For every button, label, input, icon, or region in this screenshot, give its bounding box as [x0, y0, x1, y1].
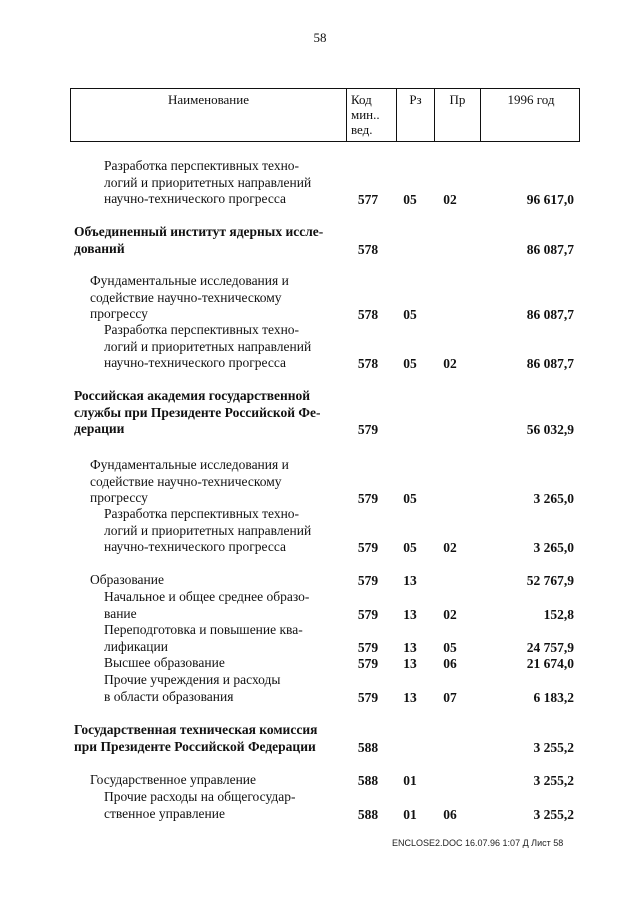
row-value: 21 674,0	[526, 656, 574, 671]
row-rz: 05	[403, 356, 417, 371]
row-pr: 06	[443, 656, 457, 671]
row-rz: 01	[403, 773, 417, 788]
row-kod: 579	[357, 606, 379, 622]
row-value: 3 255,2	[533, 773, 574, 788]
row-rz: 05	[403, 491, 417, 506]
row-kod: 588	[357, 806, 379, 822]
header-year: 1996 год	[480, 89, 581, 141]
row-pr: 02	[443, 606, 457, 622]
row-kod: 579	[357, 422, 379, 437]
row-rz: 13	[403, 606, 417, 622]
row-kod: 578	[357, 307, 379, 322]
row-rz: 05	[403, 307, 417, 322]
row-name: Переподготовка и повышение ква- лификации	[104, 622, 303, 654]
row-pr: 02	[443, 192, 457, 207]
row-kod: 579	[357, 639, 379, 655]
row-kod: 578	[357, 356, 379, 371]
row-value: 24 757,9	[526, 639, 574, 655]
row-name: Прочие учреждения и расходы в области образования	[104, 672, 281, 704]
row-pr: 07	[443, 689, 457, 705]
row-rz: 05	[403, 540, 417, 555]
row-pr: 05	[443, 639, 457, 655]
row-value: 86 087,7	[526, 241, 574, 257]
row-name: Разработка перспективных техно- логий и приоритетных направлений научно-технического прогресса	[104, 158, 312, 206]
row-kod: 577	[357, 192, 379, 207]
row-name: Разработка перспективных техно- логий и приоритетных направлений научно-технического прогресса	[104, 506, 312, 554]
row-value: 152,8	[543, 606, 574, 622]
row-rz: 13	[403, 573, 417, 588]
row-value: 56 032,9	[526, 422, 574, 437]
row-rz: 13	[403, 639, 417, 655]
row-kod: 578	[357, 241, 379, 257]
row-value: 3 255,2	[533, 739, 574, 755]
table-header	[70, 88, 580, 142]
row-name: Фундаментальные исследования и содействие научно-техническому прогрессу	[90, 273, 289, 321]
row-kod: 579	[357, 689, 379, 705]
row-value: 6 183,2	[533, 689, 574, 705]
row-name: Разработка перспективных техно- логий и приоритетных направлений научно-технического прогресса	[104, 322, 312, 370]
row-pr: 02	[443, 540, 457, 555]
row-kod: 579	[357, 573, 379, 588]
row-kod: 588	[357, 773, 379, 788]
row-kod: 579	[357, 491, 379, 506]
row-name: Прочие расходы на общегосудар- ственное управление	[104, 789, 296, 821]
row-rz: 05	[403, 192, 417, 207]
row-kod: 579	[357, 540, 379, 555]
row-rz: 01	[403, 806, 417, 822]
row-value: 3 265,0	[533, 491, 574, 506]
row-name: Российская академия государственной службы при Президенте Российской Фе- дерации	[74, 388, 321, 436]
header-kod: Код мин.. вед.	[346, 89, 396, 141]
row-name: Фундаментальные исследования и содействие научно-техническому прогрессу	[90, 457, 289, 505]
header-pr: Пр	[434, 89, 480, 141]
row-value: 86 087,7	[526, 307, 574, 322]
row-name: Государственная техническая комиссия при Президенте Российской Федерации	[74, 722, 318, 754]
row-kod: 588	[357, 739, 379, 755]
row-value: 52 767,9	[526, 573, 574, 588]
row-name: Начальное и общее среднее образо- вание	[104, 589, 310, 621]
page-number: 58	[313, 30, 327, 45]
row-value: 96 617,0	[526, 192, 574, 207]
row-name: Государственное управление	[90, 772, 257, 787]
footer: ENCLOSE2.DOC 16.07.96 1:07 Д Лист 58	[392, 838, 564, 848]
row-name: Образование	[90, 572, 164, 587]
row-value: 86 087,7	[526, 356, 574, 371]
row-rz: 13	[403, 656, 417, 671]
row-kod: 579	[357, 656, 379, 671]
row-value: 3 265,0	[533, 540, 574, 555]
row-value: 3 255,2	[533, 806, 574, 822]
row-rz: 13	[403, 689, 417, 705]
header-rz: Рз	[396, 89, 434, 141]
row-name: Объединенный институт ядерных иссле- дований	[74, 224, 324, 256]
row-pr: 06	[443, 806, 457, 822]
row-name: Высшее образование	[104, 655, 225, 670]
header-name: Наименование	[168, 92, 249, 107]
row-pr: 02	[443, 356, 457, 371]
